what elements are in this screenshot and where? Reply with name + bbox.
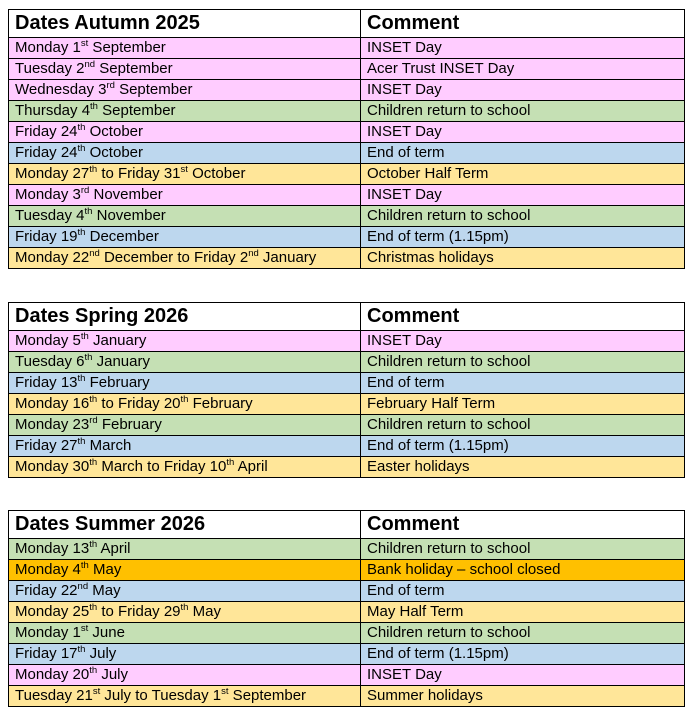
date-cell [9,352,361,373]
comment-cell: Children return to school [361,415,685,436]
ordinal-suffix: th [89,457,98,468]
comment-cell: Children return to school [361,206,685,227]
ordinal-suffix: st [80,38,89,49]
date-text: Monday 4 [15,561,81,578]
date-cell [9,539,361,560]
table-row [9,539,685,560]
table-row [9,143,685,164]
ordinal-suffix: nd [84,59,96,70]
date-text: Monday 1 [15,624,81,641]
date-text: to Friday 29 [97,603,181,620]
date-cell [9,436,361,457]
date-text: Monday 25 [15,603,90,620]
date-cell [9,59,361,80]
date-text: October [187,165,246,182]
ordinal-suffix: st [221,686,229,697]
ordinal-suffix: rd [106,80,115,91]
date-cell [9,415,361,436]
table-row [9,206,685,227]
ordinal-suffix: nd [248,248,259,259]
comment-header: Comment [361,303,685,331]
date-text: Friday 27 [15,437,78,454]
table-row [9,164,685,185]
date-text: March to Friday 10 [97,458,227,475]
table-body [9,539,685,707]
date-text: February [188,395,253,412]
comment-cell: INSET Day [361,185,685,206]
dates-header: Dates Spring 2026 [9,303,361,331]
autumn-2025-table [8,9,685,269]
comment-cell: Bank holiday – school closed [361,560,685,581]
date-text: Monday 27 [15,165,90,182]
comment-cell: Children return to school [361,352,685,373]
comment-cell: Summer holidays [361,686,685,707]
date-cell [9,331,361,352]
ordinal-suffix: th [89,665,98,676]
ordinal-suffix: th [89,602,98,613]
date-text: September [95,60,173,77]
table-row [9,560,685,581]
comment-header: Comment [361,511,685,539]
date-text: September [228,687,307,704]
comment-cell: INSET Day [361,665,685,686]
comment-cell: Christmas holidays [361,248,685,269]
ordinal-suffix: th [89,394,98,405]
date-text: April [234,458,268,475]
ordinal-suffix: nd [77,581,89,592]
date-text: Friday 13 [15,374,78,391]
table-row [9,665,685,686]
date-text: July [97,666,128,683]
date-text: Monday 30 [15,458,90,475]
dates-header: Dates Summer 2026 [9,511,361,539]
date-cell [9,80,361,101]
table-row [9,602,685,623]
table-row [9,248,685,269]
date-text: Friday 24 [15,144,78,161]
date-text: Friday 22 [15,582,78,599]
table-row [9,185,685,206]
date-cell [9,581,361,602]
ordinal-suffix: th [180,602,189,613]
ordinal-suffix: th [89,164,98,175]
ordinal-suffix: nd [89,248,100,259]
date-cell [9,602,361,623]
date-text: Friday 19 [15,228,78,245]
table-row [9,457,685,478]
date-cell [9,227,361,248]
date-text: December to Friday 2 [99,249,249,266]
comment-cell: End of term (1.15pm) [361,227,685,248]
ordinal-suffix: th [180,394,189,405]
table-row [9,101,685,122]
date-text: February [97,416,162,433]
table-row [9,352,685,373]
ordinal-suffix: st [80,623,89,634]
date-cell [9,38,361,59]
date-text: May [88,561,122,578]
ordinal-suffix: th [77,644,86,655]
date-text: February [85,374,150,391]
ordinal-suffix: th [84,206,93,217]
comment-cell: INSET Day [361,331,685,352]
ordinal-suffix: th [77,436,86,447]
ordinal-suffix: th [84,352,93,363]
table-row [9,38,685,59]
date-text: January [92,353,150,370]
date-text: Friday 24 [15,123,78,140]
table-header-row [9,511,685,539]
date-text: Monday 1 [15,39,81,56]
date-text: November [92,207,166,224]
date-cell [9,143,361,164]
table-body [9,38,685,269]
date-text: Thursday 4 [15,102,91,119]
table-header-row [9,303,685,331]
date-cell [9,644,361,665]
comment-header: Comment [361,10,685,38]
date-text: Monday 3 [15,186,81,203]
ordinal-suffix: th [80,560,89,571]
table-row [9,581,685,602]
comment-cell: February Half Term [361,394,685,415]
date-text: December [85,228,159,245]
comment-cell: Acer Trust INSET Day [361,59,685,80]
comment-cell: End of term [361,373,685,394]
table-row [9,436,685,457]
date-text: November [89,186,163,203]
table-row [9,394,685,415]
ordinal-suffix: th [80,331,89,342]
table-header-row [9,10,685,38]
date-text: to Friday 20 [97,395,181,412]
date-text: September [88,39,166,56]
date-text: Monday 13 [15,540,90,557]
comment-cell: INSET Day [361,80,685,101]
date-cell [9,206,361,227]
comment-cell: Easter holidays [361,457,685,478]
date-text: January [88,332,147,349]
table-row [9,415,685,436]
ordinal-suffix: rd [80,185,90,196]
date-text: September [114,81,193,98]
date-cell [9,373,361,394]
date-text: April [97,540,131,557]
date-text: July [85,645,117,662]
date-cell [9,185,361,206]
date-text: January [258,249,317,266]
date-text: Tuesday 4 [15,207,85,224]
comment-cell: May Half Term [361,602,685,623]
table-row [9,331,685,352]
date-text: May [88,582,121,599]
ordinal-suffix: th [77,227,86,238]
table-row [9,227,685,248]
date-text: Tuesday 2 [15,60,85,77]
date-text: July to Tuesday 1 [100,687,222,704]
date-text: Monday 20 [15,666,90,683]
date-cell [9,665,361,686]
date-text: Monday 5 [15,332,81,349]
date-cell [9,686,361,707]
comment-cell: Children return to school [361,101,685,122]
date-text: September [97,102,176,119]
comment-cell: End of term [361,581,685,602]
dates-header: Dates Autumn 2025 [9,10,361,38]
table-row [9,122,685,143]
date-cell [9,560,361,581]
date-cell [9,394,361,415]
table-row [9,686,685,707]
ordinal-suffix: rd [89,415,98,426]
table-row [9,59,685,80]
date-text: Monday 16 [15,395,90,412]
ordinal-suffix: th [77,122,86,133]
spring-2026-table [8,302,685,478]
comment-cell: End of term [361,143,685,164]
summer-2026-table [8,510,685,707]
date-text: Friday 17 [15,645,78,662]
date-text: October [85,144,143,161]
ordinal-suffix: th [77,373,86,384]
table-row [9,373,685,394]
date-cell [9,457,361,478]
ordinal-suffix: th [77,143,86,154]
date-cell [9,101,361,122]
date-cell [9,623,361,644]
date-cell [9,122,361,143]
table-body [9,331,685,478]
comment-cell: End of term (1.15pm) [361,644,685,665]
table-row [9,644,685,665]
ordinal-suffix: th [90,101,98,112]
date-text: Monday 23 [15,416,90,433]
date-text: Monday 22 [15,249,90,266]
comment-cell: Children return to school [361,623,685,644]
comment-cell: INSET Day [361,38,685,59]
date-cell [9,164,361,185]
comment-cell: Children return to school [361,539,685,560]
comment-cell: INSET Day [361,122,685,143]
date-text: March [85,437,132,454]
ordinal-suffix: st [92,686,101,697]
ordinal-suffix: th [89,539,98,550]
date-text: June [88,624,125,641]
date-text: Tuesday 6 [15,353,85,370]
date-text: May [188,603,221,620]
table-row [9,80,685,101]
comment-cell: End of term (1.15pm) [361,436,685,457]
date-text: October [85,123,143,140]
date-text: Tuesday 21 [15,687,93,704]
date-text: to Friday 31 [97,165,181,182]
table-row [9,623,685,644]
date-cell [9,248,361,269]
date-text: Wednesday 3 [15,81,107,98]
comment-cell: October Half Term [361,164,685,185]
ordinal-suffix: th [226,457,235,468]
ordinal-suffix: st [180,164,188,175]
